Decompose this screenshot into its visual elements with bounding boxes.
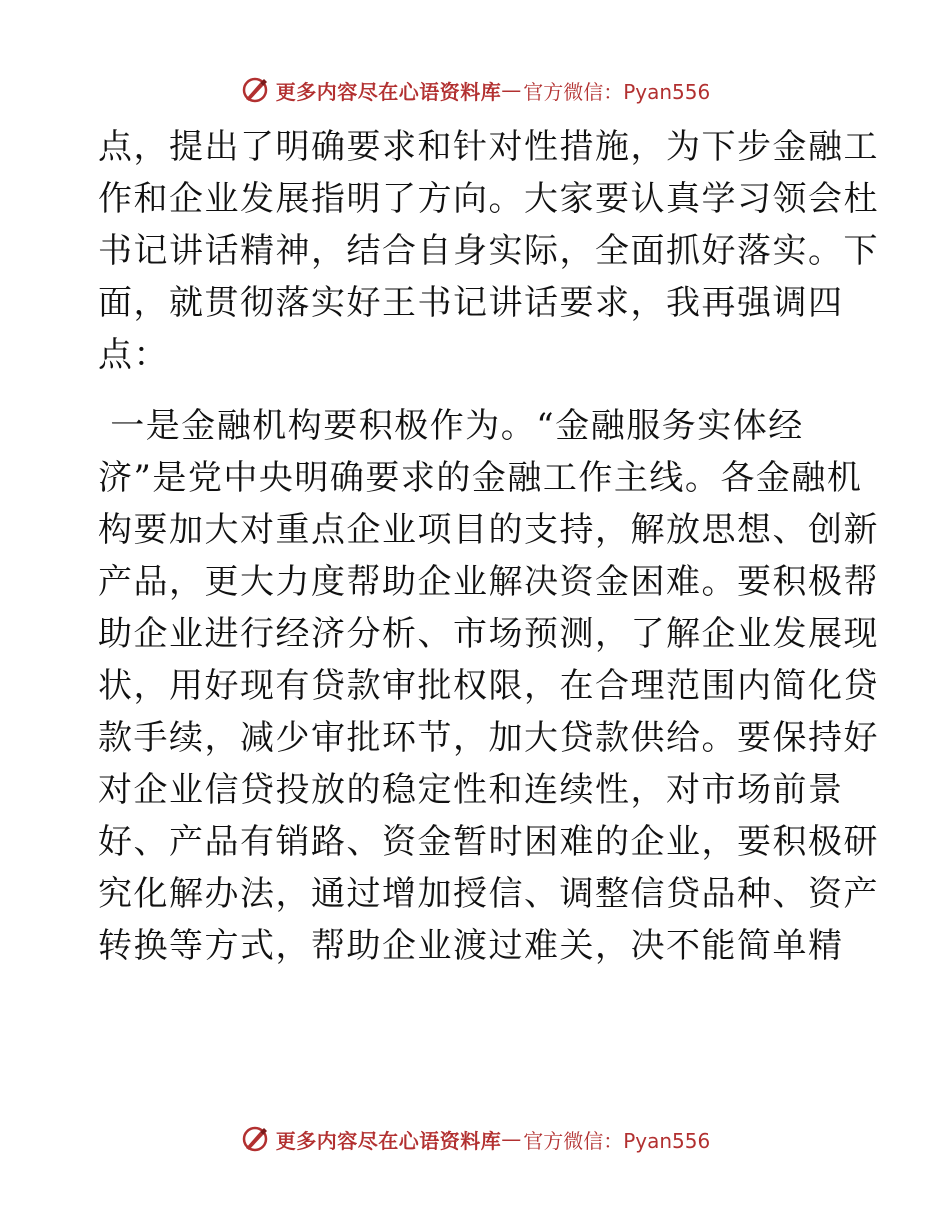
paragraph-gap [98,381,858,400]
text-line: 作和企业发展指明了方向。大家要认真学习领会杜 [98,179,879,219]
footer-banner [0,1121,950,1157]
text-line: 点，提出了明确要求和针对性措施，为下步金融工 [98,127,879,167]
header-banner [0,72,950,108]
text-line: 一是金融机构要积极作为。“金融服务实体经 [98,406,804,446]
paragraph-1 [98,121,879,381]
text-line: 状，用好现有贷款审批权限，在合理范围内简化贷 [98,666,879,706]
text-line: 对企业信贷投放的稳定性和连续性，对市场前景 [98,770,844,810]
banner-title: 更多内容尽在心语资料库 [275,1128,502,1153]
banner-separator: — [501,78,522,102]
text-line: 究化解办法，通过增加授信、调整信贷品种、资产 [98,874,879,914]
text-line: 书记讲话精神，结合自身实际，全面抓好落实。下 [98,231,879,271]
text-line: 济”是党中央明确要求的金融工作主线。各金融机 [98,458,863,498]
text-line: 款手续，减少审批环节，加大贷款供给。要保持好 [98,718,879,758]
banner-separator: — [501,1127,522,1151]
banner-wechat: 官方微信：Pyan556 [523,1128,711,1153]
text-line: 好、产品有销路、资金暂时困难的企业，要积极研 [98,822,879,862]
text-line: 构要加大对重点企业项目的支持，解放思想、创新 [98,510,879,550]
paragraph-2 [98,400,879,972]
text-line: 面，就贯彻落实好王书记讲话要求，我再强调四 [98,283,844,323]
banner-title: 更多内容尽在心语资料库 [275,79,502,104]
document-body [98,121,879,972]
text-line: 转换等方式，帮助企业渡过难关，决不能简单精 [98,926,844,966]
text-line: 点： [98,335,169,375]
text-line: 助企业进行经济分析、市场预测，了解企业发展现 [98,614,879,654]
banner-wechat: 官方微信：Pyan556 [523,79,711,104]
pen-logo-icon [240,1124,270,1154]
text-line: 产品，更大力度帮助企业解决资金困难。要积极帮 [98,562,879,602]
pen-logo-icon [240,75,270,105]
